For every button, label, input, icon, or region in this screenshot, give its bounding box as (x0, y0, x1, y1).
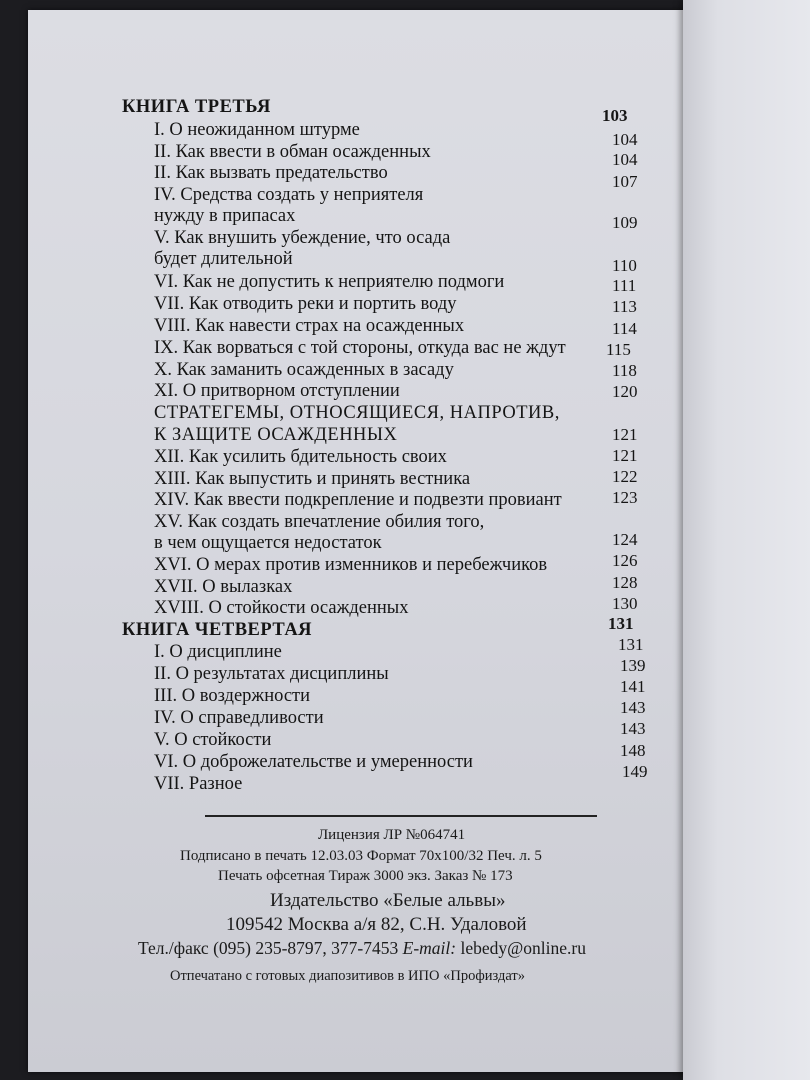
toc-page-number: 123 (612, 488, 638, 507)
toc-entry: XII. Как усилить бдительность своих (154, 447, 447, 467)
toc-page-number: 126 (612, 551, 638, 570)
toc-page-number: 104 (612, 150, 638, 169)
toc-entry: II. Как ввести в обман осажденных (154, 142, 431, 162)
toc-entry: I. О дисциплине (154, 642, 282, 662)
toc-page-number: 115 (606, 340, 631, 359)
toc-entry: VII. Разное (154, 774, 243, 794)
imprint-license: Лицензия ЛР №064741 (318, 827, 466, 843)
divider-rule (205, 815, 597, 817)
toc-page-number: 120 (612, 382, 638, 401)
toc-entry: XI. О притворном отступлении (154, 381, 400, 401)
toc-page-number: 130 (612, 594, 638, 613)
toc-entry: XVII. О вылазках (154, 577, 293, 597)
toc-section-heading: К ЗАЩИТЕ ОСАЖДЕННЫХ (154, 425, 398, 445)
toc-entry: IX. Как ворваться с той стороны, откуда вас не ждут (154, 338, 566, 358)
imprint-printed-by: Отпечатано с готовых диапозитивов в ИПО «Профиздат» (170, 968, 525, 984)
toc-entry: II. Как вызвать предательство (154, 163, 388, 183)
toc-page-number: 104 (612, 130, 638, 149)
toc-entry: XVIII. О стойкости осажденных (154, 598, 409, 618)
toc-page-number: 122 (612, 467, 638, 486)
toc-page-number: 121 (612, 446, 638, 465)
toc-page-number: 131 (618, 635, 644, 654)
toc-entry: IV. О справедливости (154, 708, 324, 728)
toc-entry: X. Как заманить осажденных в засаду (154, 360, 454, 380)
toc-entry: XVI. О мерах против изменников и перебежчиков (154, 555, 548, 575)
toc-page-number: 121 (612, 425, 638, 444)
toc-entry: XIII. Как выпустить и принять вестника (154, 469, 471, 489)
imprint-print-run: Печать офсетная Тираж 3000 экз. Заказ № 173 (218, 868, 513, 884)
toc-page-number: 139 (620, 656, 646, 675)
toc-entry: VI. Как не допустить к неприятелю подмоги (154, 272, 505, 292)
imprint-signed: Подписано в печать 12.03.03 Формат 70х100/32 Печ. л. 5 (180, 848, 542, 864)
toc-page-number: 107 (612, 172, 638, 191)
toc-entry: V. Как внушить убеждение, что осада (154, 228, 451, 248)
toc-page-number: 110 (612, 256, 637, 275)
imprint-address: 109542 Москва а/я 82, С.Н. Удаловой (226, 914, 527, 935)
toc-page-number: 109 (612, 213, 638, 232)
toc-entry: VI. О доброжелательстве и умеренности (154, 752, 473, 772)
imprint-publisher: Издательство «Белые альвы» (270, 890, 506, 911)
imprint-phone: Тел./факс (095) 235-8797, 377-7453 (138, 938, 399, 958)
toc-page-number: 111 (612, 276, 637, 295)
toc-page-number: 149 (622, 762, 648, 781)
toc-page-number: 143 (620, 719, 646, 738)
toc-page-number: 114 (612, 319, 637, 338)
toc-entry: в чем ощущается недостаток (154, 533, 382, 553)
toc-entry: XIV. Как ввести подкрепление и подвезти провиант (154, 490, 562, 510)
toc-entry: VII. Как отводить реки и портить воду (154, 294, 457, 314)
toc-entry: I. О неожиданном штурме (154, 120, 360, 140)
toc-entry: XV. Как создать впечатление обилия того, (154, 512, 485, 532)
book-page-number: 103 (602, 106, 628, 125)
toc-entry: IV. Средства создать у неприятеля (154, 185, 424, 205)
toc-page-number: 128 (612, 573, 638, 592)
toc-page-number: 143 (620, 698, 646, 717)
book-page-number: 131 (608, 614, 634, 633)
toc-page-number: 141 (620, 677, 646, 696)
toc-page-number: 124 (612, 530, 638, 549)
toc-entry: будет длительной (154, 249, 293, 269)
imprint-email: lebedy@online.ru (460, 938, 586, 958)
toc-section-heading: СТРАТЕГЕМЫ, ОТНОСЯЩИЕСЯ, НАПРОТИВ, (154, 403, 560, 423)
imprint-email-label: E-mail: (402, 938, 457, 958)
toc-entry: V. О стойкости (154, 730, 272, 750)
toc-page-number: 113 (612, 297, 637, 316)
toc-page-number: 118 (612, 361, 637, 380)
toc-page-number: 148 (620, 741, 646, 760)
imprint-contacts (138, 938, 586, 959)
toc-entry: VIII. Как навести страх на осажденных (154, 316, 465, 336)
toc-entry: нужду в припасах (154, 206, 296, 226)
toc-entry: II. О результатах дисциплины (154, 664, 389, 684)
toc-entry: III. О воздержности (154, 686, 311, 706)
book-title: КНИГА ТРЕТЬЯ (122, 97, 271, 117)
book-title: КНИГА ЧЕТВЕРТАЯ (122, 620, 313, 640)
